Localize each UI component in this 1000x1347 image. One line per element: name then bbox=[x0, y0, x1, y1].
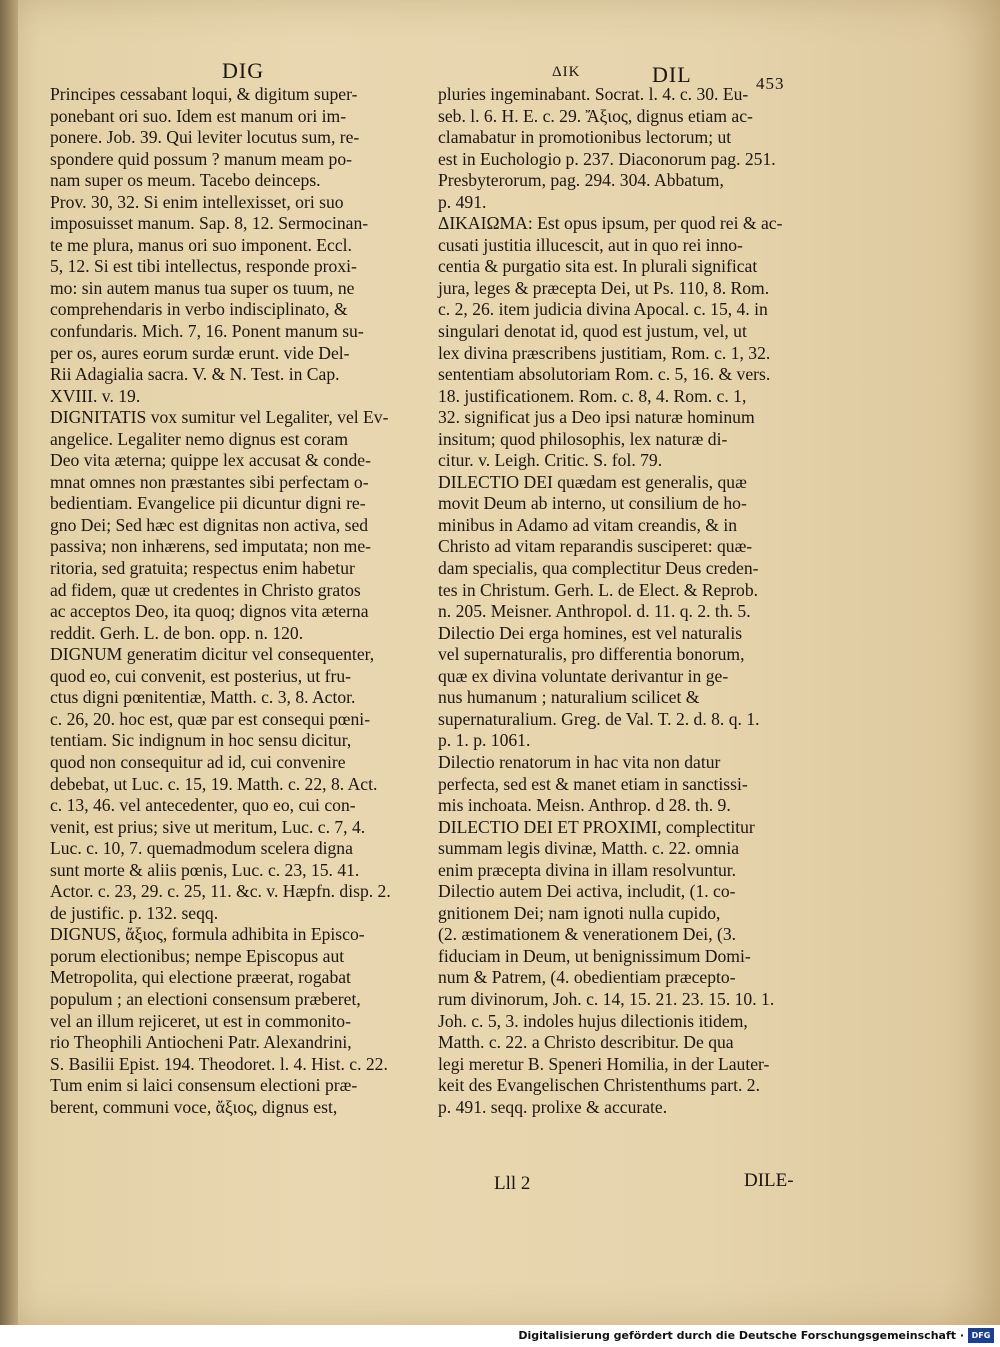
signature-mark: Lll 2 bbox=[494, 1173, 531, 1194]
left-column-line: DIGNITATIS vox sumitur vel Legaliter, vel Ev- bbox=[50, 407, 389, 428]
left-column-line: vel an illum rejiceret, ut est in commonito- bbox=[50, 1010, 351, 1031]
right-column-line: Matth. c. 22. a Christo describitur. De qua bbox=[438, 1032, 734, 1053]
left-column-line: Principes cessabant loqui, & digitum super- bbox=[50, 84, 358, 104]
right-column-line: Christo ad vitam reparandis susciperet: quæ- bbox=[438, 536, 753, 557]
left-column-line: spondere quid possum ? manum meam po- bbox=[50, 148, 352, 169]
left-column-line: quod non consequitur ad id, cui convenire bbox=[50, 751, 346, 772]
left-column-line: DIGNUS, ἄξιος, formula adhibita in Episco- bbox=[50, 924, 365, 945]
right-column-line: DILECTIO DEI quædam est generalis, quæ bbox=[438, 471, 747, 492]
page-number: 453 bbox=[756, 74, 785, 93]
left-column-line: Actor. c. 23, 29. c. 25, 11. &c. v. Hæpfn. disp. 2. bbox=[50, 881, 391, 902]
left-column-line: Luc. c. 10, 7. quemadmodum scelera digna bbox=[50, 838, 353, 859]
right-column-line: mis inchoata. Meisn. Anthrop. d 28. th. 9. bbox=[438, 795, 731, 816]
left-column-line: rio Theophili Antiocheni Patr. Alexandrini, bbox=[50, 1032, 352, 1053]
left-column-line: bedientiam. Evangelice pii dicuntur digni re- bbox=[50, 493, 366, 514]
left-column-line: XVIII. v. 19. bbox=[50, 385, 141, 406]
left-column-line: Prov. 30, 32. Si enim intellexisset, ori suo bbox=[50, 191, 344, 212]
digitization-credit: Digitalisierung gefördert durch die Deutsche Forschungsgemeinschaft · bbox=[518, 1329, 964, 1342]
left-column-line: Metropolita, qui electione præerat, rogabat bbox=[50, 967, 351, 988]
right-column-line: tes in Christum. Gerh. L. de Elect. & Reprob. bbox=[438, 579, 759, 600]
right-column-line: movit Deum ab interno, ut consilium de ho- bbox=[438, 493, 747, 514]
right-column-line: pluries ingeminabant. Socrat. l. 4. c. 30. Eu- bbox=[438, 84, 749, 104]
left-column-line: venit, est prius; sive ut meritum, Luc. c. 7, 4. bbox=[50, 816, 366, 837]
left-column-line: mo: sin autem manus tua super os tuum, ne bbox=[50, 277, 355, 298]
left-column-line: sunt morte & aliis pœnis, Luc. c. 23, 15. 41. bbox=[50, 859, 360, 880]
left-column-line: ctus digni pœnitentiæ, Matth. c. 3, 8. Actor. bbox=[50, 687, 356, 708]
left-column-line: ponebant ori suo. Idem est manum ori im- bbox=[50, 105, 347, 126]
right-column-line: perfecta, sed est & manet etiam in sanctissi- bbox=[438, 773, 748, 794]
right-column-text bbox=[438, 84, 810, 1118]
right-column-line: 32. significat jus a Deo ipsi naturæ hominum bbox=[438, 407, 755, 428]
right-column-line: insitum; quod philosophis, lex naturæ di- bbox=[438, 428, 728, 449]
catchword: DILE- bbox=[744, 1170, 794, 1191]
left-column-line: ponere. Job. 39. Qui leviter locutus sum, re- bbox=[50, 127, 360, 148]
right-column-line: Dilectio Dei erga homines, est vel naturalis bbox=[438, 622, 743, 643]
right-column-line: keit des Evangelischen Christenthums part. 2. bbox=[438, 1075, 760, 1096]
right-column-line: 18. justificationem. Rom. c. 8, 4. Rom. c. 1, bbox=[438, 385, 747, 406]
left-column-line: c. 26, 20. hoc est, quæ par est consequi pœni- bbox=[50, 708, 371, 729]
right-column-line: citur. v. Leigh. Critic. S. fol. 79. bbox=[438, 450, 663, 471]
right-column-line: quæ ex divina voluntate derivantur in ge- bbox=[438, 665, 729, 686]
left-column-line: porum electionibus; nempe Episcopus aut bbox=[50, 945, 345, 966]
dfg-logo: DFG bbox=[968, 1328, 994, 1343]
left-column-line: te me plura, manus ori suo imponent. Eccl. bbox=[50, 234, 352, 255]
right-column-line: p. 1. p. 1061. bbox=[438, 730, 531, 751]
left-running-head: DIG bbox=[222, 58, 265, 83]
right-column-line: centia & purgatio sita est. In plurali significat bbox=[438, 256, 758, 277]
left-column-line: debebat, ut Luc. c. 15, 19. Matth. c. 22, 8. Act. bbox=[50, 773, 378, 794]
left-column-line: DIGNUM generatim dicitur vel consequenter, bbox=[50, 644, 375, 665]
right-column-line: fiduciam in Deum, ut benignissimum Domi- bbox=[438, 945, 751, 966]
left-column-line: tentiam. Sic indignum in hoc sensu dicitur, bbox=[50, 730, 352, 751]
left-column-line: berent, communi voce, ἄξιος, dignus est, bbox=[50, 1096, 338, 1117]
right-column-line: gnitionem Dei; nam ignoti nulla cupido, bbox=[438, 902, 721, 923]
right-column-line: DILECTIO DEI ET PROXIMI, complectitur bbox=[438, 816, 755, 837]
left-column-line: de justific. p. 132. seqq. bbox=[50, 902, 219, 923]
left-column-line: angelice. Legaliter nemo dignus est coram bbox=[50, 428, 349, 449]
right-column-line: summam legis divinæ, Matth. c. 22. omnia bbox=[438, 838, 740, 859]
right-column-line: ΔΙΚΑΙΩΜΑ: Est opus ipsum, per quod rei & ac- bbox=[438, 213, 783, 234]
left-column-line: ac acceptos Deo, ita quoq; dignos vita æterna bbox=[50, 601, 369, 622]
book-spine-shadow bbox=[0, 0, 18, 1325]
right-column-line: sententiam absolutoriam Rom. c. 5, 16. & vers. bbox=[438, 364, 771, 385]
right-column-line: num & Patrem, (4. obedientiam præcepto- bbox=[438, 967, 736, 988]
left-column-line: nam super os meum. Tacebo deinceps. bbox=[50, 170, 321, 191]
left-column-line: ritoria, sed gratuita; respectus enim habetur bbox=[50, 558, 355, 579]
left-column-line: Tum enim si laici consensum electioni præ- bbox=[50, 1075, 358, 1096]
left-column-line: Deo vita æterna; quippe lex accusat & conde- bbox=[50, 450, 371, 471]
right-column-line: supernaturalium. Greg. de Val. T. 2. d. 8. q. 1. bbox=[438, 708, 760, 729]
right-column-line: (2. æstimationem & venerationem Dei, (3. bbox=[438, 924, 737, 945]
right-column-line: nus humanum ; naturalium scilicet & bbox=[438, 687, 700, 708]
left-column-line: per os, aures eorum surdæ erunt. vide Del- bbox=[50, 342, 350, 363]
right-column-line: Dilectio autem Dei activa, includit, (1. co- bbox=[438, 881, 736, 902]
left-column-line: c. 13, 46. vel antecedenter, quo eo, cui con- bbox=[50, 795, 356, 816]
right-column-line: n. 205. Meisner. Anthropol. d. 11. q. 2. th. 5. bbox=[438, 601, 751, 622]
left-column-line: Rii Adagialia sacra. V. & N. Test. in Cap. bbox=[50, 364, 340, 385]
left-column-line: populum ; an electioni consensum præberet, bbox=[50, 988, 361, 1009]
right-column-line: Presbyterorum, pag. 294. 304. Abbatum, bbox=[438, 170, 724, 191]
left-column-line: ad fidem, quæ ut credentes in Christo gratos bbox=[50, 579, 361, 600]
left-column-line: gno Dei; Sed hæc est dignitas non activa, sed bbox=[50, 514, 369, 535]
right-column-line: c. 2, 26. item judicia divina Apocal. c. 15, 4. in bbox=[438, 299, 768, 320]
right-running-head: DIL bbox=[652, 62, 692, 87]
right-column-line: vel supernaturalis, pro differentia bonorum, bbox=[438, 644, 745, 665]
right-column-line: clamabatur in promotionibus lectorum; ut bbox=[438, 127, 732, 148]
left-column-line: S. Basilii Epist. 194. Theodoret. l. 4. Hist. c. 22. bbox=[50, 1053, 388, 1074]
right-column-line: minibus in Adamo ad vitam creandis, & in bbox=[438, 514, 738, 535]
left-column-line: imposuisset manum. Sap. 8, 12. Sermocinan- bbox=[50, 213, 369, 234]
right-column-line: seb. l. 6. H. E. c. 29. Ἄξιος, dignus etiam ac- bbox=[438, 105, 753, 126]
left-column-line: passiva; non inhærens, sed imputata; non me- bbox=[50, 536, 372, 557]
left-column-line: comprehendaris in verbo indisciplinato, & bbox=[50, 299, 348, 320]
left-column-line: confundaris. Mich. 7, 16. Ponent manum su- bbox=[50, 321, 364, 342]
right-column-line: p. 491. bbox=[438, 191, 487, 212]
right-column-line: cusati justitia illucescit, aut in quo rei inno- bbox=[438, 234, 743, 255]
right-column-line: lex divina præscribens justitiam, Rom. c. 1, 32. bbox=[438, 342, 771, 363]
left-column-text bbox=[50, 84, 430, 1118]
right-column-line: est in Euchologio p. 237. Diaconorum pag. 251. bbox=[438, 148, 776, 169]
right-column-line: enim præcepta divina in illam resolvuntur. bbox=[438, 859, 737, 880]
left-column-line: reddit. Gerh. L. de bon. opp. n. 120. bbox=[50, 622, 304, 643]
right-column-line: dam specialis, qua complectitur Deus creden- bbox=[438, 558, 759, 579]
left-column-line: quod eo, cui convenit, est posterius, ut fru- bbox=[50, 665, 351, 686]
right-column-line: Joh. c. 5, 3. indoles hujus dilectionis itidem, bbox=[438, 1010, 748, 1031]
right-column-line: Dilectio renatorum in hac vita non datur bbox=[438, 751, 721, 772]
right-column-line: p. 491. seqq. prolixe & accurate. bbox=[438, 1096, 668, 1117]
right-column-line: rum divinorum, Joh. c. 14, 15. 21. 23. 15. 10. 1. bbox=[438, 988, 775, 1009]
right-column-line: legi meretur B. Speneri Homilia, in der Lauter- bbox=[438, 1053, 770, 1074]
right-running-head-greek: ΔΙΚ bbox=[552, 64, 581, 80]
right-column-line: singulari denotat id, quod est justum, vel, ut bbox=[438, 321, 747, 342]
left-column-line: mnat omnes non præstantes sibi perfectam o- bbox=[50, 471, 369, 492]
right-column-line: jura, leges & præcepta Dei, ut Ps. 110, 8. Rom. bbox=[438, 277, 770, 298]
left-column-line: 5, 12. Si est tibi intellectus, responde proxi- bbox=[50, 256, 357, 277]
